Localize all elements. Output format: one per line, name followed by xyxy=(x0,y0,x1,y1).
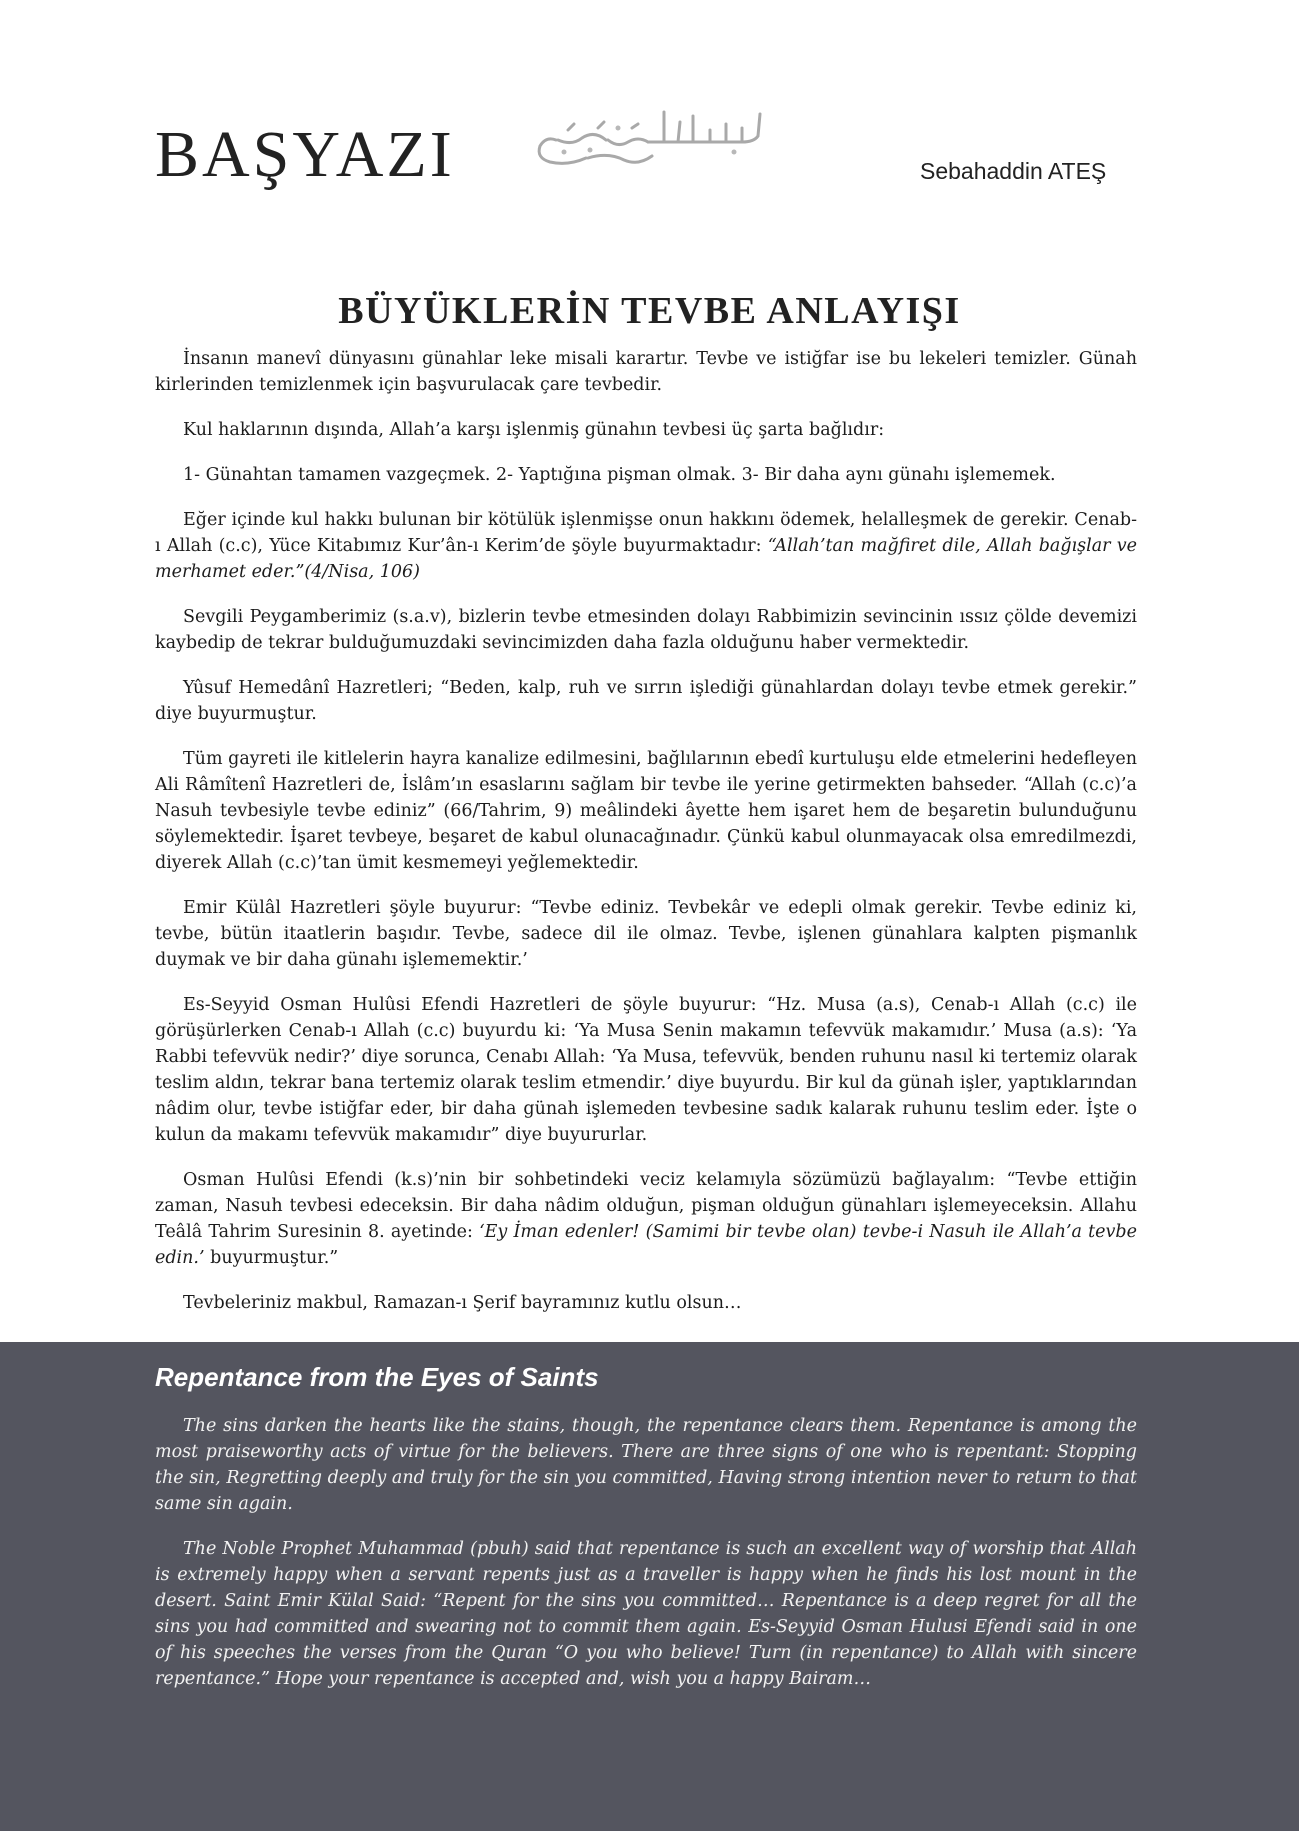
basmala-calligraphy-icon xyxy=(528,106,768,176)
article-title: BÜYÜKLERİN TEVBE ANLAYIŞI xyxy=(338,290,961,332)
paragraph-text: buyurmuştur.” xyxy=(204,1248,339,1268)
english-body xyxy=(155,1413,1137,1711)
closing-paragraph: Tevbeleriniz makbul, Ramazan-ı Şerif bayramınız kutlu olsun… xyxy=(183,1293,742,1313)
page-header xyxy=(0,0,1299,240)
paragraph xyxy=(155,1167,1137,1271)
paragraph-text: Osman Hulûsi Efendi (k.s)’nin bir sohbetindeki veciz kelamıyla sözümüzü bağlayalım: “Tevbe ettiğin zaman, Nasuh tevbesi edeceksin. Bir daha nâdim olduğun, pişman olduğun günahları işlemeyeceksin. Allahu Teâlâ Tahrim Suresinin 8. ayetinde: xyxy=(155,1170,1137,1242)
paragraph: Emir Külâl Hazretleri şöyle buyurur: “Tevbe ediniz. Tevbekâr ve edepli olmak gerekir. Tevbe ediniz ki, tevbe, bütün itaatlerin başıdır. Tevbe, sadece dil ile olmaz. Tevbe, işlenen günahlara kalpten pişmanlık duymak ve bir daha günahı işlememektir.’ xyxy=(155,898,1137,970)
quran-quote: “Allah’tan mağfiret dile, Allah bağışlar ve merhamet eder.”(4/Nisa, 106) xyxy=(155,536,1137,582)
paragraph: İnsanın manevî dünyasını günahlar leke misali karartır. Tevbe ve istiğfar ise bu lekeleri temizler. Günah kirlerinden temizlenmek için başvurulacak çare tevbedir. xyxy=(155,349,1137,395)
article-body xyxy=(155,346,1137,1316)
english-title: Repentance from the Eyes of Saints xyxy=(155,1362,599,1392)
quran-quote: ‘Ey İman edenler! (Samimi bir tevbe olan) tevbe-i Nasuh ile Allah’a tevbe edin.’ xyxy=(155,1222,1137,1268)
paragraph: 1- Günahtan tamamen vazgeçmek. 2- Yaptığına pişman olmak. 3- Bir daha aynı günahı işlememek. xyxy=(183,465,1056,485)
section-title: BAŞYAZI xyxy=(155,118,455,191)
paragraph: Tüm gayreti ile kitlelerin hayra kanalize edilmesini, bağlılarının ebedî kurtuluşu elde etmelerini hedefleyen Ali Râmîtenî Hazretleri de, İslâm’ın esaslarını sağlam bir tevbe ile yerine getirmekten bahseder. “Allah (c.c)’a Nasuh tevbesiyle tevbe ediniz” (66/Tahrim, 9) meâlindeki âyette hem işaret hem de beşaretin bulunduğunu söylemektedir. İşaret tevbeye, beşaret de kabul olunacağınadır. Çünkü kabul olunmayacak olsa emredilmezdi, diyerek Allah (c.c)’tan ümit kesmemeyi yeğlemektedir. xyxy=(155,749,1137,873)
paragraph: Sevgili Peygamberimiz (s.a.v), bizlerin tevbe etmesinden dolayı Rabbimizin sevincinin ıssız çölde devemizi kaybedip de tekrar bulduğumuzdaki sevincimizden daha fazla olduğunu haber vermektedir. xyxy=(155,607,1137,653)
paragraph: Yûsuf Hemedânî Hazretleri; “Beden, kalp, ruh ve sırrın işlediği günahlardan dolayı tevbe etmek gerekir.” diye buyurmuştur. xyxy=(155,678,1137,724)
paragraph: Es-Seyyid Osman Hulûsi Efendi Hazretleri de şöyle buyurur: “Hz. Musa (a.s), Cenab-ı Allah (c.c) ile görüşürlerken Cenab-ı Allah (c.c) buyurdu ki: ‘Ya Musa Senin makamın tefevvük makamıdır.’ Musa (a.s): ‘Ya Rabbi tefevvük nedir?’ diye sorunca, Cenabı Allah: ‘Ya Musa, tefevvük, benden ruhunu nasıl ki tertemiz olarak teslim aldın, tekrar bana tertemiz olarak teslim etmendir.’ diye buyurdu. Bir kul da günah işler, yaptıklarından nâdim olur, tevbe istiğfar eder, bir daha günah işlemeden tevbesine sadık kalarak ruhunu teslim eder. İşte o kulun da makamı tefevvük makamıdır” diye buyururlar. xyxy=(155,995,1137,1145)
paragraph-text: Eğer içinde kul hakkı bulunan bir kötülük işlenmişse onun hakkını ödemek, helalleşmek de gerekir. Cenab-ı Allah (c.c), Yüce Kitabımız Kur’ân-ı Kerim’de şöyle buyurmaktadır: xyxy=(155,510,1137,556)
author-name: Sebahaddin ATEŞ xyxy=(920,158,1107,184)
paragraph: The Noble Prophet Muhammad (pbuh) said that repentance is such an excellent way of worship that Allah is extremely happy when a servant repents just as a traveller is happy when he finds his lost mount in the desert. Saint Emir Külal Said: “Repent for the sins you committed… Repentance is a deep regret for all the sins you had committed and swearing not to commit them again. Es-Seyyid Osman Hulusi Efendi said in one of his speeches the verses from the Quran “O you who believe! Turn (in repentance) to Allah with sincere repentance.” Hope your repentance is accepted and, wish you a happy Bairam… xyxy=(155,1539,1137,1689)
paragraph: Kul haklarının dışında, Allah’a karşı işlenmiş günahın tevbesi üç şarta bağlıdır: xyxy=(183,420,885,440)
paragraph: The sins darken the hearts like the stains, though, the repentance clears them. Repentance is among the most praiseworthy acts of virtue for the believers. There are three signs of one who is repentant: Stopping the sin, Regretting deeply and truly for the sin you committed, Having strong intention never to return to that same sin again. xyxy=(155,1416,1137,1514)
paragraph xyxy=(155,507,1137,585)
